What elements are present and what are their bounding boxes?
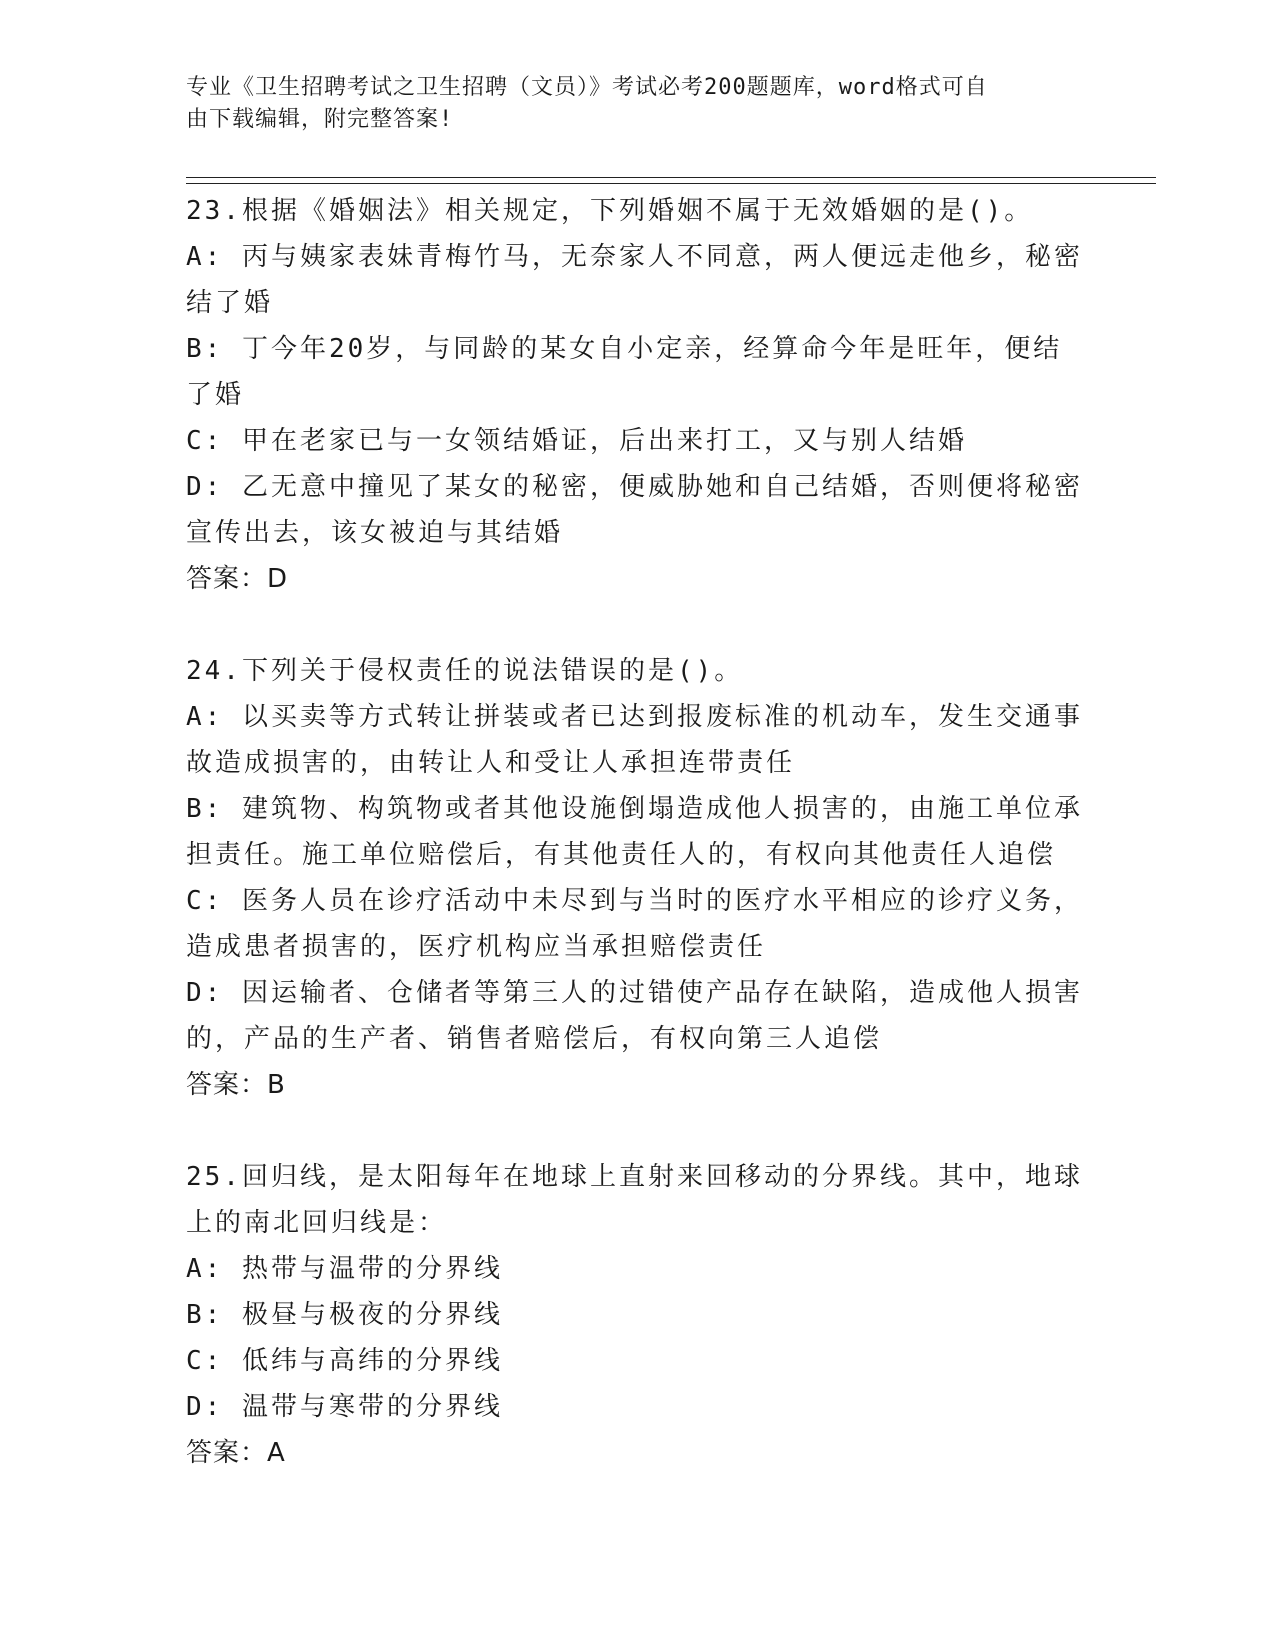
option-d: D: 因运输者、仓储者等第三人的过错使产品存在缺陷，造成他人损害: [186, 978, 1083, 1008]
option-a: A: 热带与温带的分界线: [186, 1254, 503, 1284]
question-stem: 23.根据《婚姻法》相关规定，下列婚姻不属于无效婚姻的是()。: [186, 196, 1034, 226]
option-a: A: 丙与姨家表妹青梅竹马，无奈家人不同意，两人便远走他乡，秘密: [186, 242, 1083, 272]
question-list: [186, 188, 1086, 1522]
question-stem: 24.下列关于侵权责任的说法错误的是()。: [186, 656, 744, 686]
option-c: C: 医务人员在诊疗活动中未尽到与当时的医疗水平相应的诊疗义务，: [186, 886, 1083, 916]
option-b: B: 丁今年20岁，与同龄的某女自小定亲，经算命今年是旺年，便结: [186, 334, 1063, 364]
option-b: 了婚: [186, 380, 245, 410]
option-a: 结了婚: [186, 288, 274, 318]
header-divider-bottom: [186, 183, 1156, 184]
option-a: A: 以买卖等方式转让拼装或者已达到报废标准的机动车，发生交通事: [186, 702, 1083, 732]
header-divider-top: [186, 177, 1156, 178]
option-a: 故造成损害的，由转让人和受让人承担连带责任: [186, 748, 796, 778]
option-c: 造成患者损害的，医疗机构应当承担赔偿责任: [186, 932, 767, 962]
document-header: [186, 72, 1066, 136]
answer-label: 答案：B: [186, 1070, 286, 1100]
question-item: [186, 648, 1086, 1108]
question-item: [186, 188, 1086, 602]
question-item: [186, 1154, 1086, 1476]
answer-label: 答案：A: [186, 1438, 286, 1468]
option-d: 宣传出去，该女被迫与其结婚: [186, 518, 564, 548]
option-d: D: 温带与寒带的分界线: [186, 1392, 503, 1422]
option-b: B: 极昼与极夜的分界线: [186, 1300, 503, 1330]
answer-label: 答案：D: [186, 564, 289, 594]
question-stem: 上的南北回归线是：: [186, 1208, 448, 1238]
option-d: D: 乙无意中撞见了某女的秘密，便威胁她和自己结婚，否则便将秘密: [186, 472, 1083, 502]
option-b: B: 建筑物、构筑物或者其他设施倒塌造成他人损害的，由施工单位承: [186, 794, 1083, 824]
option-d: 的，产品的生产者、销售者赔偿后，有权向第三人追偿: [186, 1024, 883, 1054]
option-b: 担责任。施工单位赔偿后，有其他责任人的，有权向其他责任人追偿: [186, 840, 1057, 870]
header-line: 由下载编辑，附完整答案!: [186, 107, 454, 132]
header-line: 专业《卫生招聘考试之卫生招聘（文员）》考试必考200题题库，word格式可自: [186, 75, 988, 100]
question-stem: 25.回归线，是太阳每年在地球上直射来回移动的分界线。其中，地球: [186, 1162, 1083, 1192]
option-c: C: 低纬与高纬的分界线: [186, 1346, 503, 1376]
option-c: C: 甲在老家已与一女领结婚证，后出来打工，又与别人结婚: [186, 426, 967, 456]
